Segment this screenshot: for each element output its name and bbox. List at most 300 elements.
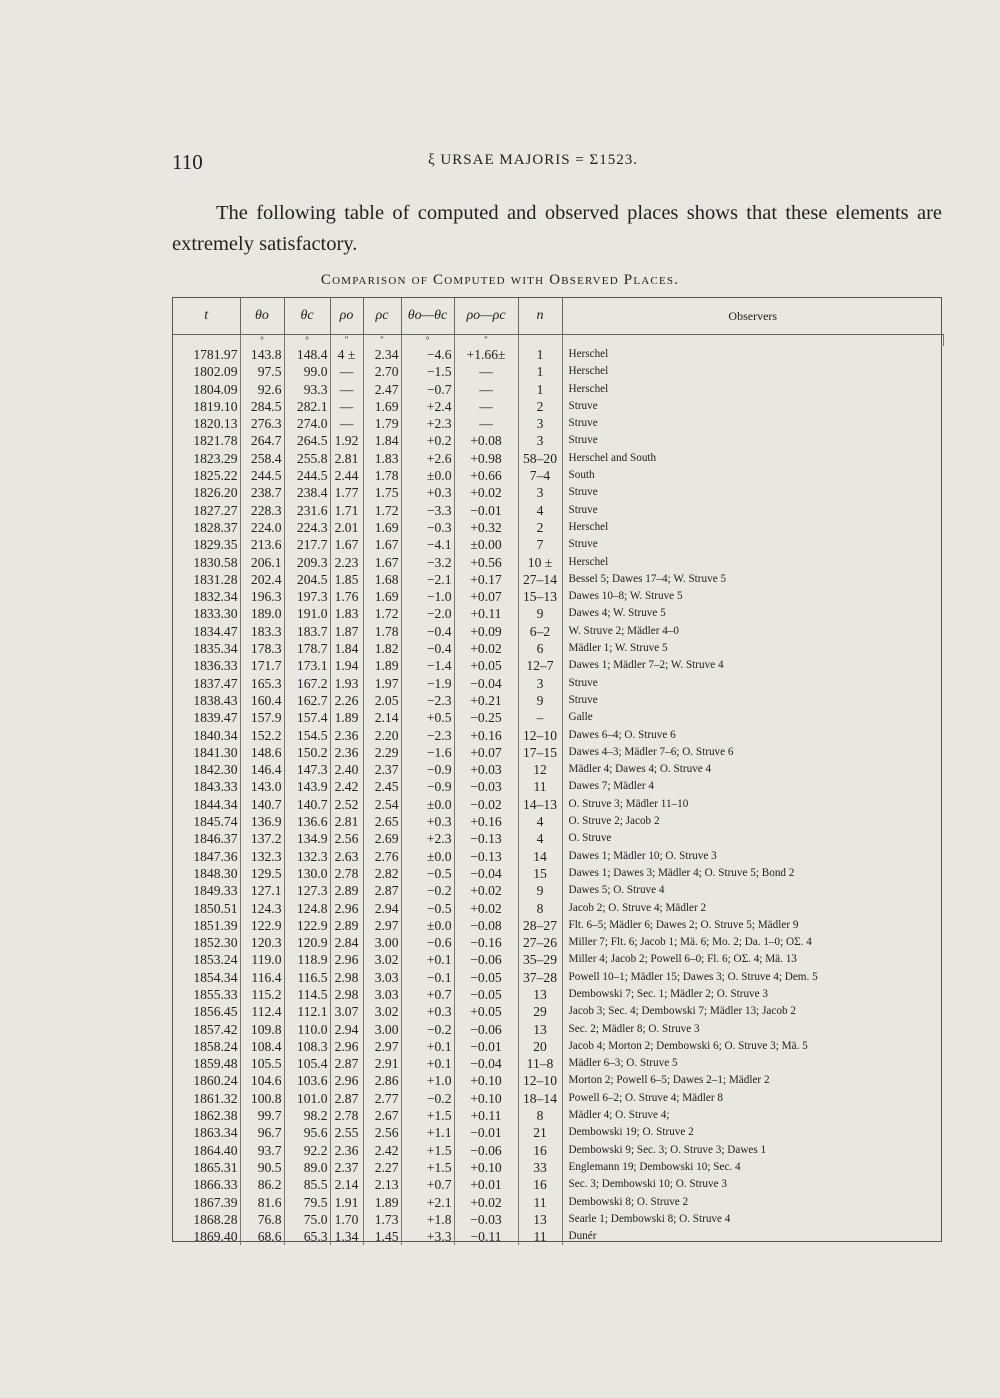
table-cell: 1.89 bbox=[330, 709, 363, 726]
table-cell: 1856.45 bbox=[173, 1003, 240, 1020]
table-cell: −0.2 bbox=[401, 882, 454, 899]
table-cell: 1838.43 bbox=[173, 692, 240, 709]
table-cell: 13 bbox=[518, 1021, 562, 1038]
table-cell: 29 bbox=[518, 1003, 562, 1020]
table-cell: 1.67 bbox=[363, 536, 401, 553]
table-cell: 100.8 bbox=[240, 1090, 284, 1107]
table-cell: +0.10 bbox=[454, 1159, 518, 1176]
table-cell: 2.89 bbox=[330, 917, 363, 934]
table-cell: 93.7 bbox=[240, 1142, 284, 1159]
table-cell: Dawes 1; Dawes 3; Mädler 4; O. Struve 5; Bond 2 bbox=[568, 866, 795, 879]
table-cell: 112.1 bbox=[284, 1003, 330, 1020]
table-cell: +0.02 bbox=[454, 900, 518, 917]
table-cell: 140.7 bbox=[240, 796, 284, 813]
table-cell: ±0.0 bbox=[401, 917, 454, 934]
table-cell: 2.81 bbox=[330, 813, 363, 830]
table-cell: 2.97 bbox=[363, 917, 401, 934]
table-cell: 1.67 bbox=[363, 554, 401, 571]
table-cell: ±0.0 bbox=[401, 848, 454, 865]
table-cell: 1831.28 bbox=[173, 571, 240, 588]
table-cell: +0.02 bbox=[454, 484, 518, 501]
table-cell: 2.29 bbox=[363, 744, 401, 761]
table-cell: 244.5 bbox=[284, 467, 330, 484]
table-row bbox=[173, 900, 943, 917]
table-cell: +1.5 bbox=[401, 1107, 454, 1124]
table-cell: 3.02 bbox=[363, 951, 401, 968]
table-cell: −0.06 bbox=[454, 951, 518, 968]
table-cell: 1846.37 bbox=[173, 830, 240, 847]
table-cell: 1833.30 bbox=[173, 605, 240, 622]
column-header: θo bbox=[240, 298, 284, 335]
table-cell: 20 bbox=[518, 1038, 562, 1055]
table-row bbox=[173, 848, 943, 865]
table-cell: 2.98 bbox=[330, 969, 363, 986]
table-cell: 68.6 bbox=[240, 1228, 284, 1245]
table-cell: 2.56 bbox=[363, 1124, 401, 1141]
table-cell: 3 bbox=[518, 432, 562, 449]
table-cell: Mädler 4; O. Struve 4; bbox=[568, 1109, 670, 1122]
table-cell: 132.3 bbox=[240, 848, 284, 865]
table-cell: −0.9 bbox=[401, 778, 454, 795]
table-cell: −0.5 bbox=[401, 900, 454, 917]
table-cell: 238.7 bbox=[240, 484, 284, 501]
table-cell: 206.1 bbox=[240, 554, 284, 571]
table-cell: 13 bbox=[518, 986, 562, 1003]
table-cell: 16 bbox=[518, 1142, 562, 1159]
table-cell: 99.7 bbox=[240, 1107, 284, 1124]
table-cell: ±0.0 bbox=[401, 796, 454, 813]
table-cell: 1828.37 bbox=[173, 519, 240, 536]
table-cell: +2.4 bbox=[401, 398, 454, 415]
table-cell: 2.42 bbox=[363, 1142, 401, 1159]
table-cell: −0.16 bbox=[454, 934, 518, 951]
table-cell: 143.8 bbox=[240, 346, 284, 363]
table-cell: 4 ± bbox=[330, 346, 363, 363]
table-row bbox=[173, 450, 943, 467]
table-cell: 79.5 bbox=[284, 1194, 330, 1211]
column-header: ρc bbox=[363, 298, 401, 335]
table-cell: 2 bbox=[518, 519, 562, 536]
table-cell: Powell 10–1; Mädler 15; Dawes 3; O. Struve 4; Dem. 5 bbox=[568, 970, 818, 983]
table-cell: 2.70 bbox=[363, 363, 401, 380]
table-cell: 2.91 bbox=[363, 1055, 401, 1072]
table-cell: 244.5 bbox=[240, 467, 284, 484]
table-cell: +0.02 bbox=[454, 1194, 518, 1211]
table-cell: 17–15 bbox=[518, 744, 562, 761]
table-cell: 189.0 bbox=[240, 605, 284, 622]
table-cell: Struve bbox=[568, 434, 598, 447]
table-cell: 1845.74 bbox=[173, 813, 240, 830]
table-cell: 255.8 bbox=[284, 450, 330, 467]
table-cell: 1835.34 bbox=[173, 640, 240, 657]
table-cell: −2.1 bbox=[401, 571, 454, 588]
table-cell: Herschel bbox=[568, 348, 609, 360]
table-cell: 120.9 bbox=[284, 934, 330, 951]
table-header-row bbox=[173, 298, 943, 335]
table-row bbox=[173, 536, 943, 553]
table-cell: Dawes 7; Mädler 4 bbox=[568, 780, 654, 793]
table-cell: 11–8 bbox=[518, 1055, 562, 1072]
table-cell: 2.47 bbox=[363, 381, 401, 398]
table-cell: Struve bbox=[568, 538, 598, 551]
table-row bbox=[173, 1038, 943, 1055]
table-cell: 147.3 bbox=[284, 761, 330, 778]
table-cell: 127.1 bbox=[240, 882, 284, 899]
table-cell: 129.5 bbox=[240, 865, 284, 882]
table-cell: +0.16 bbox=[454, 813, 518, 830]
table-cell: 143.0 bbox=[240, 778, 284, 795]
table-cell: 120.3 bbox=[240, 934, 284, 951]
table-cell: −0.01 bbox=[454, 502, 518, 519]
table-cell: 167.2 bbox=[284, 675, 330, 692]
table-cell: 224.3 bbox=[284, 519, 330, 536]
table-cell: 1850.51 bbox=[173, 900, 240, 917]
table-cell: Struve bbox=[568, 693, 598, 706]
table-cell: 2.96 bbox=[330, 900, 363, 917]
table-cell: 2.14 bbox=[363, 709, 401, 726]
table-row bbox=[173, 605, 943, 622]
table-cell: 1867.39 bbox=[173, 1194, 240, 1211]
table-cell: +0.56 bbox=[454, 554, 518, 571]
table-cell: 3.00 bbox=[363, 934, 401, 951]
table-cell: 98.2 bbox=[284, 1107, 330, 1124]
table-cell: 1844.34 bbox=[173, 796, 240, 813]
table-cell: 2.01 bbox=[330, 519, 363, 536]
table-cell: — bbox=[330, 415, 363, 432]
table-cell: Herschel bbox=[568, 365, 609, 378]
table-cell: 134.9 bbox=[284, 830, 330, 847]
table-row bbox=[173, 917, 943, 934]
table-cell: 2.67 bbox=[363, 1107, 401, 1124]
table-cell: 15–13 bbox=[518, 588, 562, 605]
table-cell: — bbox=[454, 398, 518, 415]
table-cell: +0.1 bbox=[401, 1055, 454, 1072]
table-row bbox=[173, 951, 943, 968]
table-cell: 1855.33 bbox=[173, 986, 240, 1003]
table-row bbox=[173, 346, 943, 363]
table-cell: 157.9 bbox=[240, 709, 284, 726]
table-cell: 1866.33 bbox=[173, 1176, 240, 1193]
table-cell: +0.66 bbox=[454, 467, 518, 484]
table-cell: 2.23 bbox=[330, 554, 363, 571]
table-cell: +3.3 bbox=[401, 1228, 454, 1245]
table-cell: 28–27 bbox=[518, 917, 562, 934]
table-cell: 231.6 bbox=[284, 502, 330, 519]
table-cell: — bbox=[454, 415, 518, 432]
table-cell: 2.69 bbox=[363, 830, 401, 847]
column-header: t bbox=[173, 298, 240, 335]
table-cell: 1 bbox=[518, 346, 562, 363]
table-cell: −0.4 bbox=[401, 640, 454, 657]
column-header: θc bbox=[284, 298, 330, 335]
table-cell: Mädler 4; Dawes 4; O. Struve 4 bbox=[568, 763, 712, 776]
table-cell: 2.05 bbox=[363, 692, 401, 709]
table-cell: −0.9 bbox=[401, 761, 454, 778]
table-cell: 109.8 bbox=[240, 1021, 284, 1038]
table-cell: −0.02 bbox=[454, 796, 518, 813]
table-cell: +0.07 bbox=[454, 588, 518, 605]
table-cell: Dawes 6–4; O. Struve 6 bbox=[568, 728, 676, 741]
table-cell: +0.3 bbox=[401, 813, 454, 830]
table-cell: 2.52 bbox=[330, 796, 363, 813]
table-cell: −2.3 bbox=[401, 692, 454, 709]
table-cell: −3.2 bbox=[401, 554, 454, 571]
table-cell: 1.78 bbox=[363, 623, 401, 640]
table-cell: Jacob 4; Morton 2; Dembowski 6; O. Struve 3; Mä. 5 bbox=[568, 1039, 808, 1052]
table-cell: 137.2 bbox=[240, 830, 284, 847]
table-cell: Dawes 10–8; W. Struve 5 bbox=[568, 590, 683, 603]
table-cell: 35–29 bbox=[518, 951, 562, 968]
table-cell: 148.6 bbox=[240, 744, 284, 761]
table-cell: 27–14 bbox=[518, 571, 562, 588]
table-row bbox=[173, 986, 943, 1003]
table-cell: −0.05 bbox=[454, 969, 518, 986]
table-cell: −0.13 bbox=[454, 830, 518, 847]
table-cell: 1.78 bbox=[363, 467, 401, 484]
unit-cell: ″ bbox=[454, 335, 518, 347]
table-cell: 14 bbox=[518, 848, 562, 865]
table-row bbox=[173, 1021, 943, 1038]
table-cell: 1.73 bbox=[363, 1211, 401, 1228]
table-cell: O. Struve 3; Mädler 11–10 bbox=[568, 797, 689, 810]
table-cell: 4 bbox=[518, 830, 562, 847]
table-cell: 1862.38 bbox=[173, 1107, 240, 1124]
table-cell: +0.05 bbox=[454, 1003, 518, 1020]
table-cell: 2.87 bbox=[330, 1090, 363, 1107]
table-cell: +1.66± bbox=[454, 346, 518, 363]
table-cell: Galle bbox=[568, 711, 593, 724]
table-cell: 122.9 bbox=[240, 917, 284, 934]
table-cell: Dawes 4; W. Struve 5 bbox=[568, 607, 666, 620]
table-cell: Struve bbox=[568, 399, 598, 412]
table-cell: −1.0 bbox=[401, 588, 454, 605]
table-cell: Herschel bbox=[568, 555, 609, 568]
table-row bbox=[173, 657, 943, 674]
table-cell: 2.97 bbox=[363, 1038, 401, 1055]
table-cell: 1861.32 bbox=[173, 1090, 240, 1107]
table-row bbox=[173, 432, 943, 449]
table-cell: −2.0 bbox=[401, 605, 454, 622]
table-cell: 8 bbox=[518, 1107, 562, 1124]
table-cell: 93.3 bbox=[284, 381, 330, 398]
table-cell: 224.0 bbox=[240, 519, 284, 536]
table-cell: — bbox=[330, 363, 363, 380]
table-cell: 1.75 bbox=[363, 484, 401, 501]
table-row bbox=[173, 623, 943, 640]
table-cell: +0.10 bbox=[454, 1072, 518, 1089]
table-cell: Herschel and South bbox=[568, 451, 657, 464]
table-cell: −0.11 bbox=[454, 1228, 518, 1245]
table-cell: 1836.33 bbox=[173, 657, 240, 674]
table-cell: Struve bbox=[568, 503, 598, 516]
table-cell: 276.3 bbox=[240, 415, 284, 432]
table-cell: 1.82 bbox=[363, 640, 401, 657]
table-cell: 284.5 bbox=[240, 398, 284, 415]
unit-cell bbox=[562, 335, 943, 347]
table-cell: 152.2 bbox=[240, 727, 284, 744]
table-cell: 2.37 bbox=[363, 761, 401, 778]
table-cell: 2.87 bbox=[363, 882, 401, 899]
table-cell: Dembowski 19; O. Struve 2 bbox=[568, 1126, 694, 1139]
table-cell: Mädler 1; W. Struve 5 bbox=[568, 642, 668, 655]
table-cell: Miller 7; Flt. 6; Jacob 1; Mä. 6; Mo. 2; Da. 1–0; OΣ. 4 bbox=[568, 936, 812, 949]
table-cell: 1.93 bbox=[330, 675, 363, 692]
table-cell: 115.2 bbox=[240, 986, 284, 1003]
table-row bbox=[173, 1072, 943, 1089]
table-row bbox=[173, 1194, 943, 1211]
table-row bbox=[173, 640, 943, 657]
table-cell: 1.94 bbox=[330, 657, 363, 674]
table-cell: Dawes 5; O. Struve 4 bbox=[568, 884, 665, 897]
table-cell: 86.2 bbox=[240, 1176, 284, 1193]
table-cell: 2.37 bbox=[330, 1159, 363, 1176]
table-row bbox=[173, 588, 943, 605]
table-cell: +0.17 bbox=[454, 571, 518, 588]
table-row bbox=[173, 1003, 943, 1020]
table-row bbox=[173, 398, 943, 415]
table-body bbox=[173, 335, 943, 1246]
table-cell: +0.1 bbox=[401, 1038, 454, 1055]
table-cell: 4 bbox=[518, 813, 562, 830]
table-row bbox=[173, 1176, 943, 1193]
table-cell: 1.91 bbox=[330, 1194, 363, 1211]
table-cell: 1.97 bbox=[363, 675, 401, 692]
table-cell: +0.11 bbox=[454, 605, 518, 622]
table-cell: +0.05 bbox=[454, 657, 518, 674]
table-cell: 2.26 bbox=[330, 692, 363, 709]
table-cell: +0.7 bbox=[401, 986, 454, 1003]
table-cell: 2.20 bbox=[363, 727, 401, 744]
table-cell: 136.9 bbox=[240, 813, 284, 830]
table-cell: 7 bbox=[518, 536, 562, 553]
table-cell: 21 bbox=[518, 1124, 562, 1141]
table-cell: 274.0 bbox=[284, 415, 330, 432]
table-cell: 2.36 bbox=[330, 727, 363, 744]
table-row bbox=[173, 778, 943, 795]
table-row bbox=[173, 1211, 943, 1228]
table-cell: Dawes 1; Mädler 10; O. Struve 3 bbox=[568, 849, 717, 862]
table-cell: −0.1 bbox=[401, 969, 454, 986]
table-cell: 183.7 bbox=[284, 623, 330, 640]
table-cell: 2.14 bbox=[330, 1176, 363, 1193]
table-cell: 14–13 bbox=[518, 796, 562, 813]
table-row bbox=[173, 761, 943, 778]
table-cell: 2.82 bbox=[363, 865, 401, 882]
table-cell: Dembowski 9; Sec. 3; O. Struve 3; Dawes 1 bbox=[568, 1143, 767, 1156]
table-row bbox=[173, 415, 943, 432]
table-cell: 2.63 bbox=[330, 848, 363, 865]
table-cell: 4 bbox=[518, 502, 562, 519]
table-cell: 209.3 bbox=[284, 554, 330, 571]
table-cell: 154.5 bbox=[284, 727, 330, 744]
table-cell: 124.3 bbox=[240, 900, 284, 917]
table-cell: +0.2 bbox=[401, 432, 454, 449]
table-cell: O. Struve 2; Jacob 2 bbox=[568, 815, 660, 828]
table-cell: 2.65 bbox=[363, 813, 401, 830]
table-cell: 3 bbox=[518, 675, 562, 692]
table-cell: 89.0 bbox=[284, 1159, 330, 1176]
table-cell: 1839.47 bbox=[173, 709, 240, 726]
table-cell: 97.5 bbox=[240, 363, 284, 380]
table-cell: Dembowski 8; O. Struve 2 bbox=[568, 1195, 689, 1208]
table-cell: 1.45 bbox=[363, 1228, 401, 1245]
table-cell: +0.32 bbox=[454, 519, 518, 536]
table-cell: 1849.33 bbox=[173, 882, 240, 899]
table-cell: 2.13 bbox=[363, 1176, 401, 1193]
table-row bbox=[173, 363, 943, 380]
table-cell: 7–4 bbox=[518, 467, 562, 484]
table-cell: 18–14 bbox=[518, 1090, 562, 1107]
table-cell: 2.78 bbox=[330, 865, 363, 882]
table-cell: 183.3 bbox=[240, 623, 284, 640]
table-cell: 1.89 bbox=[363, 1194, 401, 1211]
table-cell: −0.5 bbox=[401, 865, 454, 882]
table-cell: 8 bbox=[518, 900, 562, 917]
table-cell: 124.8 bbox=[284, 900, 330, 917]
table-cell: 1781.97 bbox=[173, 346, 240, 363]
table-cell: 196.3 bbox=[240, 588, 284, 605]
table-cell: 1860.24 bbox=[173, 1072, 240, 1089]
table-cell: 1848.30 bbox=[173, 865, 240, 882]
table-cell: 2.78 bbox=[330, 1107, 363, 1124]
table-cell: 1865.31 bbox=[173, 1159, 240, 1176]
table-cell: 1827.27 bbox=[173, 502, 240, 519]
page-number: 110 bbox=[172, 150, 203, 174]
table-cell: 1.92 bbox=[330, 432, 363, 449]
table-cell: 2.34 bbox=[363, 346, 401, 363]
table-cell: 1.84 bbox=[330, 640, 363, 657]
table-cell: 76.8 bbox=[240, 1211, 284, 1228]
table-cell: 1840.34 bbox=[173, 727, 240, 744]
table-cell: 282.1 bbox=[284, 398, 330, 415]
column-header: ρo bbox=[330, 298, 363, 335]
table-cell: Dawes 4–3; Mädler 7–6; O. Struve 6 bbox=[568, 745, 734, 758]
table-row bbox=[173, 1228, 943, 1245]
table-cell: 1804.09 bbox=[173, 381, 240, 398]
table-cell: 1847.36 bbox=[173, 848, 240, 865]
table-cell: 104.6 bbox=[240, 1072, 284, 1089]
table-cell: 11 bbox=[518, 778, 562, 795]
table-cell: 178.3 bbox=[240, 640, 284, 657]
table-row bbox=[173, 969, 943, 986]
table-cell: 217.7 bbox=[284, 536, 330, 553]
table-cell: +1.0 bbox=[401, 1072, 454, 1089]
table-cell: 2.27 bbox=[363, 1159, 401, 1176]
table-cell: +0.10 bbox=[454, 1090, 518, 1107]
table-cell: 15 bbox=[518, 865, 562, 882]
table-row bbox=[173, 813, 943, 830]
table-cell: 1 bbox=[518, 381, 562, 398]
table-row bbox=[173, 1159, 943, 1176]
table-cell: 114.5 bbox=[284, 986, 330, 1003]
table-cell: +2.6 bbox=[401, 450, 454, 467]
table-cell: 162.7 bbox=[284, 692, 330, 709]
table-cell: −0.01 bbox=[454, 1038, 518, 1055]
table-cell: ±0.00 bbox=[454, 536, 518, 553]
table-cell: 264.5 bbox=[284, 432, 330, 449]
table-cell: −0.3 bbox=[401, 519, 454, 536]
table-cell: Bessel 5; Dawes 17–4; W. Struve 5 bbox=[568, 572, 727, 585]
table-cell: 1825.22 bbox=[173, 467, 240, 484]
table-cell: 9 bbox=[518, 692, 562, 709]
table-cell: 2.94 bbox=[330, 1021, 363, 1038]
table-cell: — bbox=[454, 363, 518, 380]
table-cell: 92.2 bbox=[284, 1142, 330, 1159]
table-cell: 13 bbox=[518, 1211, 562, 1228]
table-cell: 143.9 bbox=[284, 778, 330, 795]
table-cell: 1.69 bbox=[363, 398, 401, 415]
table-cell: 157.4 bbox=[284, 709, 330, 726]
